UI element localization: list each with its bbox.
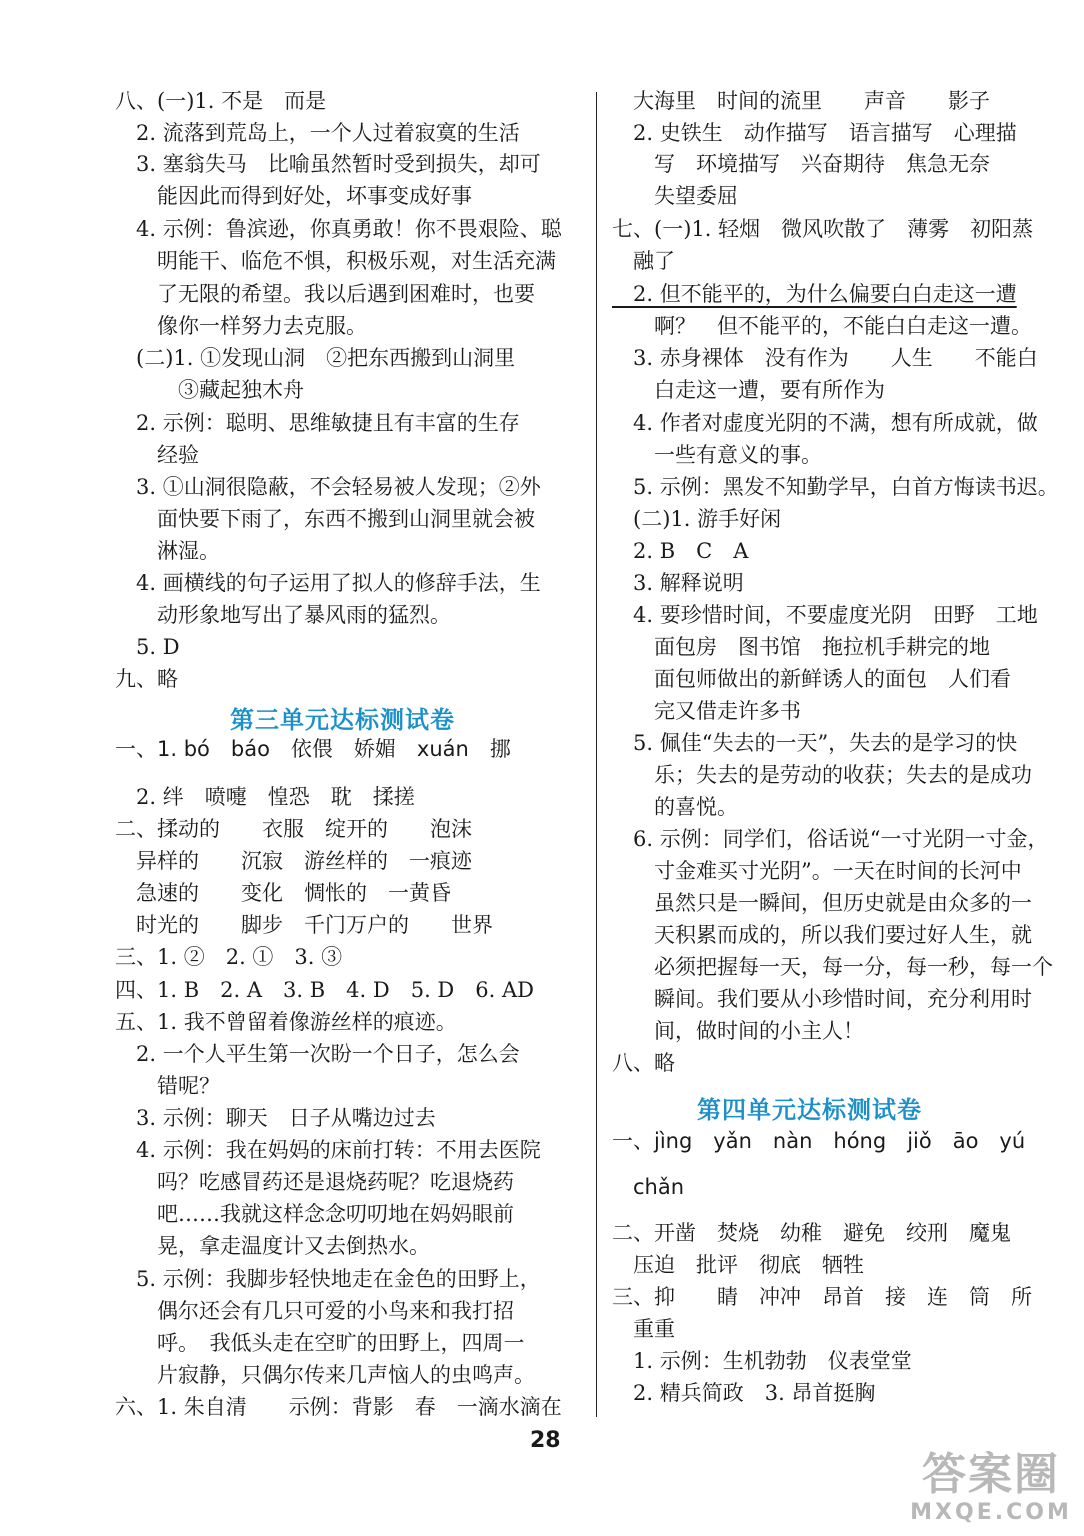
section-title-unit-3: 第三单元达标测试卷	[230, 706, 455, 734]
answer-line: 2. 史铁生 动作描写 语言描写 心理描	[612, 121, 1017, 145]
answer-line: 大海里 时间的流里 声音 影子	[612, 89, 990, 113]
answer-line: 白走这一遭，要有所作为	[612, 378, 885, 402]
answer-line: 像你一样努力去克服。	[115, 314, 367, 338]
answer-line: 融了	[612, 249, 675, 273]
answer-line: 间，做时间的小主人！	[612, 1019, 864, 1043]
answer-line: 错呢？	[115, 1074, 220, 1098]
section-title-unit-4: 第四单元达标测试卷	[697, 1096, 922, 1124]
answer-line: 吧……我就这样念念叨叨地在妈妈眼前	[115, 1202, 514, 1226]
answer-line: 4. 作者对虚度光阴的不满，想有所成就，做	[612, 411, 1038, 435]
answer-line: 5. D	[115, 635, 180, 659]
answer-line: 5. 佩佳“失去的一天”，失去的是学习的快	[612, 731, 1018, 755]
answer-line: 了无限的希望。我以后遇到困难时，也要	[115, 282, 535, 306]
answer-line: 呼。 我低头走在空旷的田野上，四周一	[115, 1331, 525, 1355]
answer-line: 时光的 脚步 千门万户的 世界	[115, 913, 493, 937]
answer-line: 失望委屈	[612, 184, 738, 208]
answer-line: 乐；失去的是劳动的收获；失去的是成功	[612, 763, 1032, 787]
answer-line: 压迫 批评 彻底 牺牲	[612, 1253, 864, 1277]
answer-line: 晃，拿走温度计又去倒热水。	[115, 1234, 430, 1258]
answer-line: 能因此而得到好处，坏事变成好事	[115, 184, 472, 208]
answer-line: 4. 示例：鲁滨逊，你真勇敢！你不畏艰险、聪	[115, 217, 562, 241]
answer-line: ③藏起独木舟	[115, 378, 304, 402]
answer-line: 一、1. bó báo 依偎 娇媚 xuán 挪	[115, 737, 511, 761]
answer-line: 1. 示例：生机勃勃 仪表堂堂	[612, 1349, 912, 1373]
answer-line: 六、1. 朱自清 示例：背影 春 一滴水滴在	[115, 1395, 562, 1419]
answer-line: 急速的 变化 惆怅的 一黄昏	[115, 881, 451, 905]
answer-line: 异样的 沉寂 游丝样的 一痕迹	[115, 849, 472, 873]
answer-line: 动形象地写出了暴风雨的猛烈。	[115, 603, 451, 627]
answer-line: 淋湿。	[115, 539, 220, 563]
answer-line: 5. 示例：黑发不知勤学早，白首方悔读书迟。	[612, 475, 1059, 499]
answer-line: 3. ①山洞很隐蔽，不会轻易被人发现；②外	[115, 475, 541, 499]
answer-line: chǎn	[612, 1175, 685, 1199]
answer-line: 吗？吃感冒药还是退烧药呢？吃退烧药	[115, 1170, 514, 1194]
answer-line: 八、(一)1. 不是 而是	[115, 89, 327, 113]
answer-line: (二)1. ①发现山洞 ②把东西搬到山洞里	[115, 346, 516, 370]
answer-line: 3. 塞翁失马 比喻虽然暂时受到损失，却可	[115, 152, 541, 176]
answer-line: 五、1. 我不曾留着像游丝样的痕迹。	[115, 1010, 457, 1034]
answer-line: 3. 解释说明	[612, 571, 744, 595]
answer-line: 2. 精兵简政 3. 昂首挺胸	[612, 1381, 876, 1405]
answer-line: 2. 流落到荒岛上，一个人过着寂寞的生活	[115, 121, 520, 145]
answer-line: 四、1. B 2. A 3. B 4. D 5. D 6. AD	[115, 978, 534, 1002]
answer-line: 2. 绊 喷嚏 惶恐 耽 揉搓	[115, 785, 415, 809]
answer-line: 2. 示例：聪明、思维敏捷且有丰富的生存	[115, 411, 520, 435]
answer-line: 4. 画横线的句子运用了拟人的修辞手法，生	[115, 571, 541, 595]
column-divider	[596, 92, 597, 1417]
page-number: 28	[530, 1428, 561, 1453]
answer-line: 3. 示例：聊天 日子从嘴边过去	[115, 1106, 436, 1130]
answer-line: 天积累而成的，所以我们要过好人生，就	[612, 923, 1032, 947]
answer-line: 一、jìng yǎn nàn hóng jiǒ āo yú	[612, 1129, 1026, 1153]
answer-line: 一些有意义的事。	[612, 443, 822, 467]
answer-line: 三、抑 睛 冲冲 昂首 接 连 筒 所	[612, 1285, 1032, 1309]
answer-line: 八、略	[612, 1051, 675, 1075]
answer-line: 2. B C A	[612, 539, 749, 563]
answer-line: 明能干、临危不惧，积极乐观，对生活充满	[115, 249, 556, 273]
answer-line: 七、(一)1. 轻烟 微风吹散了 薄雾 初阳蒸	[612, 217, 1034, 241]
watermark-cn: 答案圈	[922, 1449, 1060, 1500]
watermark-logo	[906, 1450, 1076, 1532]
answer-line: 面快要下雨了，东西不搬到山洞里就会被	[115, 507, 535, 531]
underlined-sentence: 2. 但不能平的，为什么偏要白白走这一遭	[612, 282, 1017, 306]
answer-line: 二、揉动的 衣服 绽开的 泡沫	[115, 817, 472, 841]
answer-line: 4. 示例：我在妈妈的床前打转：不用去医院	[115, 1138, 541, 1162]
answer-line: 寸金难买寸光阴”。一天在时间的长河中	[612, 859, 1022, 883]
answer-line: 片寂静，只偶尔传来几声恼人的虫鸣声。	[115, 1363, 535, 1387]
answer-line: 啊？ 但不能平的，不能白白走这一遭。	[612, 314, 1032, 338]
answer-line: 完又借走许多书	[612, 699, 801, 723]
answer-line: 二、开凿 焚烧 幼稚 避免 绞刑 魔鬼	[612, 1221, 1011, 1245]
answer-line: 重重	[612, 1317, 675, 1341]
answer-line: 虽然只是一瞬间，但历史就是由众多的一	[612, 891, 1032, 915]
answer-line: 的喜悦。	[612, 795, 738, 819]
answer-line: 3. 赤身裸体 没有作为 人生 不能白	[612, 346, 1038, 370]
answer-line: 5. 示例：我脚步轻快地走在金色的田野上，	[115, 1267, 541, 1291]
answer-line: 三、1. ② 2. ① 3. ③	[115, 945, 343, 969]
answer-line: 瞬间。我们要从小珍惜时间，充分利用时	[612, 987, 1032, 1011]
watermark-en: MXQE.COM	[910, 1500, 1072, 1525]
answer-line: (二)1. 游手好闲	[612, 507, 782, 531]
answer-line: 面包房 图书馆 拖拉机手耕完的地	[612, 635, 990, 659]
answer-line: 写 环境描写 兴奋期待 焦急无奈	[612, 152, 990, 176]
answer-line: 必须把握每一天，每一分，每一秒，每一个	[612, 955, 1053, 979]
answer-line: 经验	[115, 443, 199, 467]
answer-line: 2. 一个人平生第一次盼一个日子，怎么会	[115, 1042, 520, 1066]
answer-line: 4. 要珍惜时间，不要虚度光阴 田野 工地	[612, 603, 1038, 627]
answer-line: 6. 示例：同学们，俗话说“一寸光阴一寸金，	[612, 827, 1049, 851]
answer-line: 偶尔还会有几只可爱的小鸟来和我打招	[115, 1299, 514, 1323]
answer-line: 九、略	[115, 667, 178, 691]
answer-line: 面包师做出的新鲜诱人的面包 人们看	[612, 667, 1011, 691]
